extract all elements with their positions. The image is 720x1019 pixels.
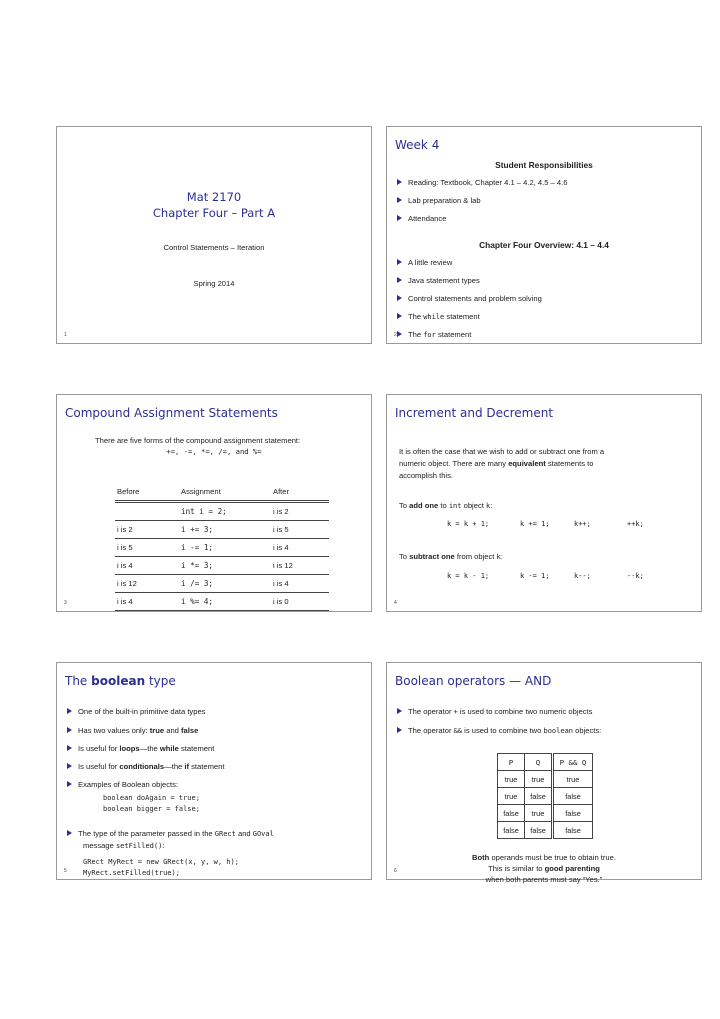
increment-statement: k = k + 1;	[447, 520, 490, 528]
responsibilities-heading: Student Responsibilities	[495, 160, 593, 170]
column-header: P	[498, 754, 525, 771]
bullet-triangle-icon	[397, 313, 402, 319]
decrement-statement: --k;	[627, 572, 644, 580]
bullet-triangle-icon	[397, 197, 402, 203]
increment-statement: k += 1;	[520, 520, 550, 528]
table-row: int i = 2; i is 2	[115, 502, 329, 521]
slide-heading: Increment and Decrement	[395, 406, 554, 420]
page-number: 2	[394, 332, 397, 338]
bullet-triangle-icon	[397, 331, 402, 337]
slide-boolean-type	[56, 662, 372, 880]
slide-heading: Week 4	[395, 138, 440, 152]
table-row: false false false	[498, 822, 593, 839]
slide-heading: Compound Assignment Statements	[65, 406, 278, 420]
decrement-statement: k -= 1;	[520, 572, 550, 580]
decrement-statement: k = k - 1;	[447, 572, 490, 580]
slide-subtitle: Control Statements – Iteration	[163, 243, 265, 252]
intro-text: There are five forms of the compound assignment statement:	[95, 436, 301, 445]
table-row: true true true	[498, 771, 593, 788]
list-item: One of the built-in primitive data types	[67, 707, 205, 717]
bullet-triangle-icon	[67, 727, 72, 733]
chapter-title: Chapter Four – Part A	[152, 206, 276, 220]
truth-table	[497, 753, 593, 839]
bullet-triangle-icon	[397, 295, 402, 301]
list-item: Java statement types	[397, 276, 480, 286]
column-header: Assignment	[179, 483, 271, 502]
code-block: GRect MyRect = new GRect(x, y, w, h); MyRect.setFilled(true);	[83, 858, 239, 877]
assignment-table	[115, 483, 329, 611]
list-item: Lab preparation & lab	[397, 196, 481, 206]
list-item: Examples of Boolean objects:	[67, 780, 178, 790]
course-title: Mat 2170	[186, 190, 242, 204]
column-header: P && Q	[553, 754, 593, 771]
table-row: true false false	[498, 788, 593, 805]
table-row: i is 5 i -= 1; i is 4	[115, 539, 329, 557]
column-header: Q	[525, 754, 553, 771]
list-item: The operator && is used to combine two boolean objects:	[397, 726, 601, 736]
description-text: It is often the case that we wish to add or subtract one from a numeric object. There are many equivalent statements to accomplish this.	[399, 447, 605, 480]
increment-statement: ++k;	[627, 520, 644, 528]
decrement-statement: k--;	[574, 572, 591, 580]
slide-boolean-and	[386, 662, 702, 884]
operator-forms: +=, -=, *=, /=, and %=	[166, 447, 262, 456]
slide-week4	[386, 126, 702, 344]
table-row: false true false	[498, 805, 593, 822]
bullet-triangle-icon	[397, 708, 402, 714]
list-item: The while statement	[397, 312, 480, 322]
caption-text: Both operands must be true to obtain true. This is similar to good parenting when both parents must say “Yes.”	[472, 853, 616, 884]
bullet-triangle-icon	[397, 277, 402, 283]
table-row: i is 4 i *= 3; i is 12	[115, 557, 329, 575]
slide-heading: The boolean type	[65, 674, 176, 688]
bullet-triangle-icon	[67, 830, 72, 836]
table-row: i is 12 i /= 3; i is 4	[115, 575, 329, 593]
page-number: 3	[64, 600, 67, 606]
increment-statement: k++;	[574, 520, 591, 528]
page-number: 6	[394, 868, 397, 874]
bullet-triangle-icon	[397, 179, 402, 185]
table-row: i is 4 i %= 4; i is 0	[115, 593, 329, 611]
list-item: The for statement	[397, 330, 471, 340]
bullet-triangle-icon	[67, 781, 72, 787]
subtract-one-text: To subtract one from object k:	[399, 552, 503, 561]
table-header-row	[115, 483, 329, 502]
bullet-triangle-icon	[67, 745, 72, 751]
add-one-text: To add one to int object k:	[399, 501, 493, 510]
column-header: After	[271, 483, 329, 502]
list-item: Is useful for conditionals—the if statement	[67, 762, 224, 772]
list-item: Is useful for loops—the while statement	[67, 744, 214, 754]
list-item: The operator + is used to combine two numeric objects	[397, 707, 592, 717]
slide-heading: Boolean operators — AND	[395, 674, 552, 688]
column-header: Before	[115, 483, 179, 502]
overview-heading: Chapter Four Overview: 4.1 – 4.4	[479, 240, 609, 250]
bullet-triangle-icon	[67, 708, 72, 714]
bullet-triangle-icon	[397, 727, 402, 733]
term-label: Spring 2014	[193, 279, 235, 288]
list-item: Has two values only: true and false	[67, 726, 198, 736]
bullet-triangle-icon	[67, 763, 72, 769]
list-item: A little review	[397, 258, 452, 268]
list-item: Attendance	[397, 214, 446, 224]
list-item: Reading: Textbook, Chapter 4.1 – 4.2, 4.5 – 4.6	[397, 178, 567, 188]
list-item: The type of the parameter passed in the GRect and GOval	[67, 829, 274, 839]
table-header-row	[498, 754, 593, 771]
list-item-continuation: message setFilled():	[83, 841, 165, 850]
code-block: boolean doAgain = true; boolean bigger = false;	[103, 794, 200, 813]
bullet-triangle-icon	[397, 259, 402, 265]
page-number: 5	[64, 868, 67, 874]
slide-increment-decrement	[386, 394, 702, 612]
table-row: i is 2 i += 3; i is 5	[115, 521, 329, 539]
page-number: 1	[64, 332, 67, 338]
page-number: 4	[394, 600, 397, 606]
list-item: Control statements and problem solving	[397, 294, 542, 304]
slide-compound-assignment	[56, 394, 372, 612]
bullet-triangle-icon	[397, 215, 402, 221]
slide-title	[56, 126, 372, 344]
